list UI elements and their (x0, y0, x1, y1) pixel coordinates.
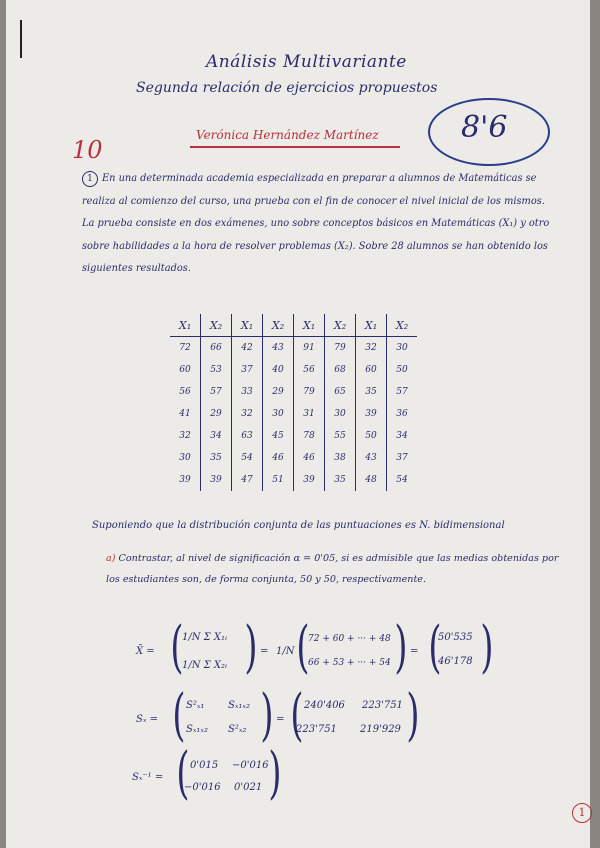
paren: ( (170, 615, 184, 680)
exercise-text: En una determinada academia especializada en preparar a alumnos de Matemáticas se realiza al comienzo del curso, una prueba con el fin de conocer el nivel inicial de los mismos. La prueba consiste en dos exámenes, uno sobre conceptos básicos en Matemáticas (X₁) y otro sobre habilidades a la hora de resolver problemas (X₂). Sobre 28 alumnos se han obtenido los siguientes resultados. (82, 173, 550, 274)
table-cell: 54 (387, 469, 418, 491)
sum-row-1: 72 + 60 + ··· + 48 (308, 634, 391, 644)
item-a-text: Contrastar, al nivel de significación α = 0'05, si es admisible que las medias obtenidas por los estudiantes son, de forma conjunta, 50 y 50, respectivamente. (106, 553, 559, 585)
table-header: X₁ (170, 314, 201, 337)
assumption-text: Suponiendo que la distribución conjunta de las puntuaciones es N. bidimensional (92, 520, 505, 531)
eq-sign: = (276, 714, 285, 725)
s-v4: 219'929 (360, 724, 401, 735)
table-cell: 34 (201, 425, 232, 447)
table-cell: 34 (387, 425, 418, 447)
paren: ) (480, 615, 494, 680)
table-cell: 54 (232, 447, 263, 469)
table-cell: 72 (179, 343, 191, 353)
table-row (170, 425, 417, 447)
xbar-row-1: 1/N Σ X₁ᵢ (182, 632, 228, 643)
table-cell: 53 (201, 359, 232, 381)
paren: ( (176, 741, 190, 806)
table-cell: 39 (179, 475, 191, 485)
author-underline (190, 146, 400, 148)
inv-v4: 0'021 (234, 782, 263, 793)
table-header: X₂ (263, 314, 294, 337)
table-cell: 91 (294, 337, 325, 360)
table-cell: 29 (201, 403, 232, 425)
result-row-2: 46'178 (438, 656, 473, 667)
paren: ( (172, 683, 186, 748)
table-cell: 30 (179, 453, 191, 463)
table-cell: 30 (263, 403, 294, 425)
table-header: X₂ (325, 314, 356, 337)
table-header: X₁ (294, 314, 325, 337)
table-cell: 56 (179, 387, 191, 397)
table-cell: 50 (387, 359, 418, 381)
paren: ( (296, 615, 310, 680)
table-row (170, 381, 417, 403)
s-a: S²ₓ₁ (186, 700, 205, 711)
margin-mark (20, 20, 22, 58)
table-cell: 30 (387, 337, 418, 360)
table-header-row (170, 314, 417, 337)
table-cell: 63 (232, 425, 263, 447)
s-c: Sₓ₁ₓ₂ (186, 724, 208, 735)
scores-table (170, 314, 417, 491)
table-header: X₁ (356, 314, 387, 337)
handwritten-page (6, 0, 590, 848)
table-cell: 36 (387, 403, 418, 425)
inv-v3: −0'016 (184, 782, 221, 793)
table-cell: 31 (294, 403, 325, 425)
table-cell: 29 (263, 381, 294, 403)
table-cell: 35 (201, 447, 232, 469)
xbar-row-2: 1/N Σ X₂ᵢ (182, 660, 228, 671)
inv-lhs: Sₓ⁻¹ = (132, 772, 164, 783)
table-cell: 48 (356, 469, 387, 491)
table-cell: 32 (356, 337, 387, 360)
table-cell: 39 (294, 469, 325, 491)
eq-sign: = (410, 646, 419, 657)
table-cell: 47 (232, 469, 263, 491)
table-cell: 68 (325, 359, 356, 381)
table-cell: 42 (232, 337, 263, 360)
table-cell: 55 (325, 425, 356, 447)
table-cell: 46 (263, 447, 294, 469)
table-header: X₂ (201, 314, 232, 337)
table-cell: 79 (294, 381, 325, 403)
inv-v1: 0'015 (190, 760, 219, 771)
s-v2: 223'751 (362, 700, 403, 711)
table-cell: 39 (356, 403, 387, 425)
table-cell: 32 (232, 403, 263, 425)
table-cell: 39 (201, 469, 232, 491)
result-row-1: 50'535 (438, 632, 473, 643)
table-cell: 66 (201, 337, 232, 360)
table-row (170, 469, 417, 491)
table-cell: 35 (356, 381, 387, 403)
table-cell: 37 (232, 359, 263, 381)
inv-v2: −0'016 (232, 760, 269, 771)
table-cell: 57 (387, 381, 418, 403)
table-row (170, 403, 417, 425)
table-cell: 65 (325, 381, 356, 403)
grade-value: 8'6 (461, 110, 508, 145)
item-a-label: a) (106, 553, 116, 564)
s-v1: 240'406 (304, 700, 345, 711)
table-cell: 38 (325, 447, 356, 469)
sum-row-2: 66 + 53 + ··· + 54 (308, 658, 391, 668)
table-cell: 33 (232, 381, 263, 403)
table-header: X₂ (387, 314, 418, 337)
paren: ) (268, 741, 282, 806)
author-name: Verónica Hernández Martínez (196, 128, 379, 142)
table-cell: 32 (179, 431, 191, 441)
page-title: Análisis Multivariante (206, 52, 407, 72)
paren: ) (244, 615, 258, 680)
s-b: Sₓ₁ₓ₂ (228, 700, 250, 711)
table-cell: 40 (263, 359, 294, 381)
table-row (170, 359, 417, 381)
table-row (170, 337, 417, 360)
table-cell: 79 (325, 337, 356, 360)
exercise-number: 1 (82, 171, 98, 187)
paren: ) (260, 683, 274, 748)
table-cell: 43 (356, 447, 387, 469)
table-header: X₁ (232, 314, 263, 337)
paren: ( (428, 615, 442, 680)
table-cell: 60 (356, 359, 387, 381)
table-cell: 43 (263, 337, 294, 360)
table-cell: 56 (294, 359, 325, 381)
page-subtitle: Segunda relación de ejercicios propuestos (136, 80, 438, 96)
table-cell: 45 (263, 425, 294, 447)
one-over-n: 1/N (276, 646, 295, 657)
paren: ( (290, 683, 304, 748)
xbar-lhs: X̄ = (136, 646, 155, 657)
table-cell: 51 (263, 469, 294, 491)
paren: ) (394, 615, 408, 680)
table-cell: 57 (201, 381, 232, 403)
item-a (106, 548, 566, 590)
table-cell: 41 (179, 409, 191, 419)
table-cell: 30 (325, 403, 356, 425)
table-cell: 78 (294, 425, 325, 447)
exercise-mark: 10 (72, 136, 103, 164)
table-cell: 60 (179, 365, 191, 375)
s-v3: 223'751 (296, 724, 337, 735)
table-row (170, 447, 417, 469)
table-cell: 37 (387, 447, 418, 469)
exercise-statement (82, 168, 552, 281)
table-cell: 50 (356, 425, 387, 447)
s-lhs: Sₓ = (136, 714, 158, 725)
eq-sign: = (260, 646, 269, 657)
page-number: 1 (572, 803, 592, 823)
table-cell: 46 (294, 447, 325, 469)
paren: ) (406, 683, 420, 748)
table-cell: 35 (325, 469, 356, 491)
s-d: S²ₓ₂ (228, 724, 247, 735)
